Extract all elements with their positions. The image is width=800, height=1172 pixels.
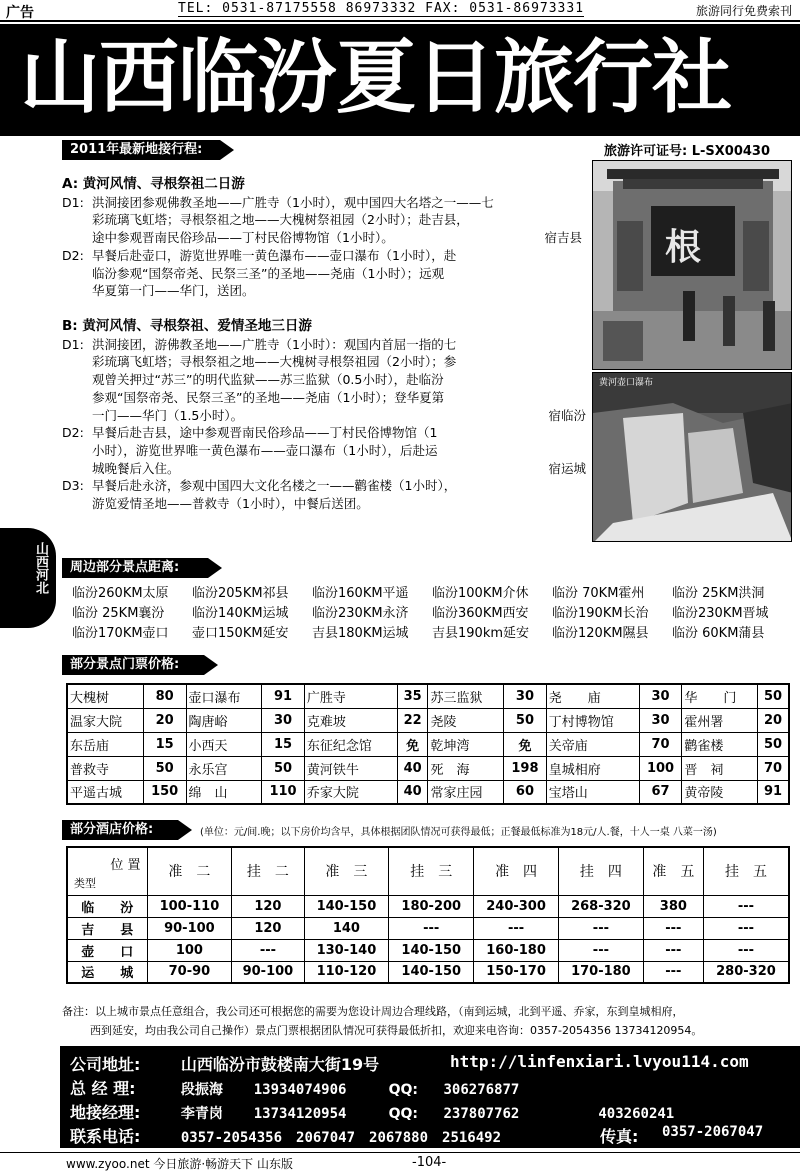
attraction-name: 普救寺 — [67, 756, 143, 780]
hotel-price: 100-110 — [147, 895, 232, 917]
tel-label: 联系电话: — [70, 1127, 141, 1146]
hotel-price: 140 — [304, 917, 389, 939]
ticket-price: 30 — [262, 708, 305, 732]
hotel-price: 140-150 — [304, 895, 389, 917]
ad-label: 广告 — [6, 5, 34, 21]
ticket-price: 91 — [262, 684, 305, 708]
route-line: 早餐后赴永济，参观中国四大文化名楼之一——鹳雀楼（1小时）， — [92, 478, 457, 494]
photo-character: 根 — [665, 227, 702, 268]
ticket-price: 70 — [758, 756, 789, 780]
ticket-price: 30 — [504, 684, 547, 708]
ticket-price: 91 — [758, 780, 789, 804]
remark-line: 备注：以上城市景点任意组合，我公司还可根据您的需要为您设计周边合理线路，（南到运城，北到平遥、乔家，东到皇城相府， — [62, 1005, 684, 1018]
hotel-column-header: 挂 三 — [389, 847, 474, 895]
photo-caption: 黄河壶口瀑布 — [599, 378, 654, 388]
hotel-price: --- — [643, 917, 703, 939]
hotel-price: 110-120 — [304, 961, 389, 983]
ticket-price-table — [66, 683, 790, 805]
hotel-price: 280-320 — [703, 961, 789, 983]
hotel-price: --- — [703, 939, 789, 961]
fax-number: 0357-2067047 — [662, 1124, 764, 1140]
ticket-price: 免 — [397, 732, 428, 756]
distance-item: 临汾260KM太原 — [72, 586, 169, 601]
route-line: 途中参观晋南民俗珍品——丁村民俗博物馆（1小时）。 — [92, 230, 394, 246]
hotel-column-header: 准 四 — [474, 847, 559, 895]
ticket-price: 20 — [143, 708, 186, 732]
hotel-price: 180-200 — [389, 895, 474, 917]
distance-item: 临汾120KM隰县 — [552, 626, 649, 641]
hotel-price: 140-150 — [389, 939, 474, 961]
attraction-name: 黄河铁牛 — [304, 756, 397, 780]
ticket-price: 150 — [143, 780, 186, 804]
photo-ancestral-gate — [592, 160, 792, 370]
hotel-column-header: 准 三 — [304, 847, 389, 895]
ticket-price: 50 — [504, 708, 547, 732]
hotel-price: --- — [389, 917, 474, 939]
remark — [62, 1002, 792, 1040]
attraction-name: 克难坡 — [304, 708, 397, 732]
ticket-price: 50 — [143, 756, 186, 780]
hotel-price: 240-300 — [474, 895, 559, 917]
ticket-price: 100 — [639, 756, 682, 780]
hotel-row — [67, 961, 789, 983]
ticket-row — [67, 732, 789, 756]
ticket-price: 40 — [397, 756, 428, 780]
page-number: -104- — [412, 1155, 447, 1170]
attraction-name: 绵 山 — [186, 780, 262, 804]
hotels-header: 部分酒店价格: — [62, 820, 178, 840]
day-label: D1: — [62, 336, 84, 352]
ticket-price: 30 — [639, 708, 682, 732]
hotel-price: 130-140 — [304, 939, 389, 961]
ticket-price: 30 — [639, 684, 682, 708]
attraction-name: 皇城相府 — [546, 756, 639, 780]
remark-line: 西到延安，均由我公司自己操作）景点门票根据团队情况可获得最低折扣，欢迎来电咨询：0357-2054356 13734120954。 — [90, 1024, 703, 1037]
stay-label: 宿运城 — [548, 460, 586, 476]
distance-item: 临汾 60KM蒲县 — [672, 626, 765, 641]
agency-title: 山西临汾夏日旅行社 — [20, 31, 731, 124]
ticket-row — [67, 684, 789, 708]
hotel-price: 90-100 — [232, 961, 304, 983]
distance-item: 临汾230KM晋城 — [672, 606, 769, 621]
ticket-price: 免 — [504, 732, 547, 756]
hotel-price: 120 — [232, 895, 304, 917]
distance-item: 临汾230KM永济 — [312, 606, 409, 621]
route-line: 彩琉璃飞虹塔；寻根祭祖之地——大槐树祭祖园（2小时）；赴吉县， — [92, 212, 469, 228]
attraction-name: 黄帝陵 — [682, 780, 758, 804]
ticket-price: 198 — [504, 756, 547, 780]
hotel-price: --- — [703, 895, 789, 917]
qq-number: 237807762 — [443, 1106, 520, 1122]
attraction-name: 平遥古城 — [67, 780, 143, 804]
ticket-price: 50 — [758, 732, 789, 756]
distance-item: 临汾170KM壶口 — [72, 626, 169, 641]
hotel-note: (单位：元/间.晚；以下房价均含早，具体根据团队情况可获得最低；正餐最低标准为18元/人.餐，十人一桌 八菜一汤) — [200, 827, 717, 838]
top-bar — [0, 0, 800, 22]
route-line: 观曾关押过“苏三”的明代监狱——苏三监狱（0.5小时），赴临汾 — [92, 372, 444, 388]
route-line: 早餐后赴壶口，游览世界唯一黄色瀑布——壶口瀑布（1小时），赴 — [92, 247, 457, 263]
hotel-price: 160-180 — [474, 939, 559, 961]
index-label: 旅游同行免费索刊 — [695, 4, 792, 18]
hotel-corner-cell — [67, 847, 147, 895]
ticket-price: 40 — [397, 780, 428, 804]
qq-number: 306276877 — [443, 1082, 520, 1098]
footer-contact — [60, 1046, 800, 1148]
distance-item: 临汾 25KM洪洞 — [672, 586, 765, 601]
hotel-column-header: 挂 四 — [558, 847, 643, 895]
attraction-name: 小西天 — [186, 732, 262, 756]
dj-manager-label: 地接经理: — [70, 1103, 141, 1122]
hotel-price: --- — [558, 939, 643, 961]
distance-item: 临汾205KM祁县 — [192, 586, 289, 601]
attraction-name: 东岳庙 — [67, 732, 143, 756]
hotel-price: 380 — [643, 895, 703, 917]
ticket-price: 80 — [143, 684, 186, 708]
ticket-row — [67, 756, 789, 780]
hotel-price: 150-170 — [474, 961, 559, 983]
distance-item: 临汾160KM平遥 — [312, 586, 409, 601]
attraction-name: 永乐宫 — [186, 756, 262, 780]
ticket-price: 20 — [758, 708, 789, 732]
hotel-column-header: 准 二 — [147, 847, 232, 895]
ticket-price: 70 — [639, 732, 682, 756]
site-line: www.zyoo.net 今日旅游·畅游天下 山东版 — [66, 1157, 293, 1171]
website-url: http://linfenxiari.lvyou114.com — [450, 1052, 749, 1071]
route-line: 洪洞接团，游佛教圣地——广胜寺（1小时）：观国内首屈一指的七 — [92, 336, 457, 352]
qq-label: QQ: — [388, 1106, 419, 1122]
hotel-row — [67, 939, 789, 961]
route-line: 游览爱情圣地——普救寺（1小时），中餐后送团。 — [92, 496, 369, 512]
route-b-title: B: 黄河风情、寻根祭祖、爱情圣地三日游 — [62, 318, 312, 334]
attraction-name: 宝塔山 — [546, 780, 639, 804]
dj-manager-name: 李青岗 — [180, 1106, 223, 1122]
attraction-name: 鹳雀楼 — [682, 732, 758, 756]
route-line: 参观“国祭帝尧、民祭三圣”的圣地——尧庙（1小时）；登华夏第 — [92, 389, 445, 405]
tel-numbers: 0357-2054356 2067047 2067880 2516492 — [180, 1130, 502, 1146]
distance-item: 吉县180KM运城 — [312, 626, 409, 641]
hotel-city: 临 汾 — [67, 895, 147, 917]
attraction-name: 晋 祠 — [682, 756, 758, 780]
contact-line: TEL: 0531-87175558 86973332 FAX: 0531-86973331 — [178, 1, 585, 16]
distance-item: 临汾140KM运城 — [192, 606, 289, 621]
attraction-name: 尧陵 — [428, 708, 504, 732]
attraction-name: 霍州署 — [682, 708, 758, 732]
ticket-price: 35 — [397, 684, 428, 708]
fax-label: 传真: — [600, 1127, 639, 1146]
itinerary-header: 2011年最新地接行程: — [62, 140, 220, 160]
hotel-header-row — [67, 847, 789, 895]
day-label: D2: — [62, 425, 84, 441]
manager-label: 总 经 理: — [70, 1079, 136, 1098]
attraction-name: 壶口瀑布 — [186, 684, 262, 708]
photo-waterfall — [592, 372, 792, 542]
route-line: 小时），游览世界唯一黄色瀑布——壶口瀑布（1小时），后赴运 — [92, 442, 438, 458]
hotel-city: 壶 口 — [67, 939, 147, 961]
ticket-row — [67, 780, 789, 804]
qq-number: 403260241 — [598, 1106, 675, 1122]
hotel-price: 140-150 — [389, 961, 474, 983]
qq-label: QQ: — [388, 1082, 419, 1098]
hotel-price: 268-320 — [558, 895, 643, 917]
ticket-price: 67 — [639, 780, 682, 804]
distances-header: 周边部分景点距离: — [62, 558, 208, 578]
route-a — [62, 176, 592, 300]
hotel-row — [67, 917, 789, 939]
address: 山西临汾市鼓楼南大街19号 — [180, 1055, 380, 1074]
distance-item: 壶口150KM延安 — [192, 626, 289, 641]
hotel-price: 90-100 — [147, 917, 232, 939]
route-a-title: A: 黄河风情、寻根祭祖二日游 — [62, 176, 245, 192]
distance-grid — [72, 584, 792, 644]
ticket-row — [67, 708, 789, 732]
route-line: 一门——华门（1.5小时）。 — [92, 407, 244, 423]
distance-item: 临汾360KM西安 — [432, 606, 529, 621]
ticket-price: 15 — [262, 732, 305, 756]
hotel-price: 100 — [147, 939, 232, 961]
route-line: 彩琉璃飞虹塔；寻根祭祖之地——大槐树寻根祭祖园（2小时）；参 — [92, 354, 457, 370]
hotel-column-header: 挂 二 — [232, 847, 304, 895]
day-label: D2: — [62, 247, 84, 263]
hotel-price-table — [66, 846, 790, 984]
route-line: 早餐后赴吉县，途中参观晋南民俗珍品——丁村民俗博物馆（1 — [92, 425, 438, 441]
hotel-price: --- — [232, 939, 304, 961]
manager-phone: 13934074906 — [253, 1082, 347, 1098]
hotel-city: 运 城 — [67, 961, 147, 983]
hotel-price: 70-90 — [147, 961, 232, 983]
distance-item: 临汾 70KM霍州 — [552, 586, 645, 601]
distance-item: 吉县190km延安 — [432, 626, 530, 641]
attraction-name: 大槐树 — [67, 684, 143, 708]
hotel-price: --- — [643, 961, 703, 983]
route-line: 临汾参观“国祭帝尧、民祭三圣”的圣地——尧庙（1小时）；远观 — [92, 265, 445, 281]
stay-label: 宿临汾 — [548, 407, 586, 423]
hotel-price: --- — [558, 917, 643, 939]
ticket-price: 22 — [397, 708, 428, 732]
attraction-name: 东征纪念馆 — [304, 732, 397, 756]
day-label: D3: — [62, 478, 84, 494]
attraction-name: 广胜寺 — [304, 684, 397, 708]
hotel-price: --- — [474, 917, 559, 939]
hotel-column-header: 准 五 — [643, 847, 703, 895]
route-line: 城晚餐后入住。 — [92, 460, 180, 476]
license-number: 旅游许可证号: L-SX00430 — [604, 144, 771, 159]
ticket-price: 60 — [504, 780, 547, 804]
route-b — [62, 318, 592, 513]
ticket-price: 15 — [143, 732, 186, 756]
hotel-column-header: 挂 五 — [703, 847, 789, 895]
dj-manager-phone: 13734120954 — [253, 1106, 347, 1122]
ticket-price: 50 — [262, 756, 305, 780]
distance-item: 临汾190KM长治 — [552, 606, 649, 621]
tickets-header: 部分景点门票价格: — [62, 655, 204, 675]
attraction-name: 陶唐峪 — [186, 708, 262, 732]
attraction-name: 苏三监狱 — [428, 684, 504, 708]
attraction-name: 常家庄园 — [428, 780, 504, 804]
attraction-name: 乾坤湾 — [428, 732, 504, 756]
route-line: 华夏第一门——华门，送团。 — [92, 283, 255, 299]
attraction-name: 丁村博物馆 — [546, 708, 639, 732]
attraction-name: 尧 庙 — [546, 684, 639, 708]
hotel-price: 170-180 — [558, 961, 643, 983]
ticket-price: 110 — [262, 780, 305, 804]
corner-label-bottom: 类型 — [74, 876, 96, 890]
hotel-price: 120 — [232, 917, 304, 939]
route-line: 洪洞接团参观佛教圣地——广胜寺（1小时），观中国四大名塔之一——七 — [92, 194, 494, 210]
hotel-price: --- — [643, 939, 703, 961]
hotel-row — [67, 895, 789, 917]
day-label: D1: — [62, 194, 84, 210]
attraction-name: 温家大院 — [67, 708, 143, 732]
distance-item: 临汾100KM介休 — [432, 586, 529, 601]
hotel-price: --- — [703, 917, 789, 939]
attraction-name: 华 门 — [682, 684, 758, 708]
distance-item: 临汾 25KM襄汾 — [72, 606, 165, 621]
bottom-bar — [0, 1152, 800, 1172]
ticket-price: 50 — [758, 684, 789, 708]
hotel-city: 吉 县 — [67, 917, 147, 939]
attraction-name: 关帝庙 — [546, 732, 639, 756]
region-tab-label: 山西河北 — [33, 542, 48, 594]
region-tab — [0, 528, 56, 628]
attraction-name: 乔家大院 — [304, 780, 397, 804]
address-label: 公司地址: — [70, 1055, 141, 1074]
corner-label-top: 位 置 — [110, 858, 141, 873]
manager-name: 段振海 — [180, 1082, 223, 1098]
stay-label: 宿吉县 — [544, 230, 582, 246]
attraction-name: 死 海 — [428, 756, 504, 780]
